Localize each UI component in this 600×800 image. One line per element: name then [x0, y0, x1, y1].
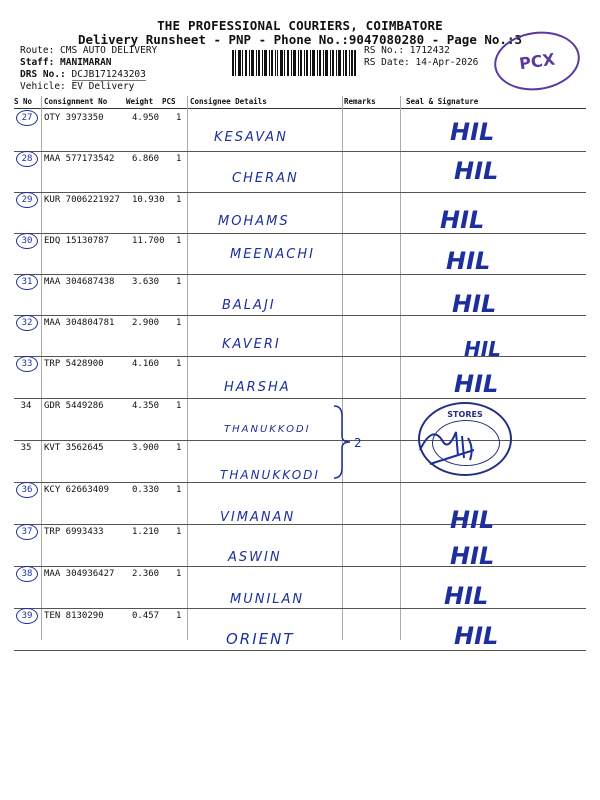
vehicle-label: Vehicle: EV Delivery — [20, 81, 135, 92]
consignee-name: BALAJI — [222, 298, 276, 313]
serial-number: 29 — [16, 192, 38, 208]
serial-number: 37 — [16, 524, 38, 540]
serial-number: 27 — [16, 110, 38, 126]
serial-number: 39 — [16, 608, 38, 624]
signature: HIL — [444, 582, 489, 610]
pcs-value: 1 — [176, 401, 182, 411]
serial-number: 30 — [16, 233, 38, 249]
rs-date: RS Date: 14-Apr-2026 — [364, 57, 479, 68]
company-title: THE PROFESSIONAL COURIERS, COIMBATORE — [157, 18, 443, 33]
weight-value: 2.360 — [132, 569, 160, 579]
signature: HIL — [450, 118, 495, 146]
weight-value: 3.630 — [132, 277, 160, 287]
table-header — [14, 96, 586, 109]
consignee-name: ASWIN — [228, 550, 282, 565]
runsheet-subtitle: Delivery Runsheet - PNP - Phone No.:9047080280 - Page No.:3 — [77, 32, 522, 47]
consignee-name: THANUKKODI — [224, 424, 311, 435]
serial-number: 36 — [16, 482, 38, 498]
weight-value: 4.950 — [132, 113, 160, 123]
weight-value: 0.330 — [132, 485, 160, 495]
consignment-number: TEN 8130290 — [44, 611, 104, 621]
signature: HIL — [446, 247, 491, 275]
weight-value: 4.350 — [132, 401, 160, 411]
table-row — [14, 192, 586, 234]
consignee-name: MOHAMS — [218, 214, 290, 229]
signature: HIL — [450, 542, 495, 570]
serial-number: 28 — [16, 151, 38, 167]
staff-label: Staff: MANIMARAN — [20, 57, 112, 68]
pcs-value: 1 — [176, 527, 182, 537]
pcs-value: 1 — [176, 113, 182, 123]
signature: HIL — [464, 337, 501, 361]
serial-number: 38 — [16, 566, 38, 582]
consignment-number: KUR 7006221927 — [44, 195, 120, 205]
consignment-number: GDR 5449286 — [44, 401, 104, 411]
pcs-value: 1 — [176, 195, 182, 205]
route-label: Route: CMS AUTO DELIVERY — [20, 45, 158, 56]
weight-value: 4.160 — [132, 359, 160, 369]
consignee-name: KAVERI — [222, 337, 281, 352]
rs-number: RS No.: 1712432 — [364, 45, 450, 56]
weight-value: 11.700 — [132, 236, 165, 246]
signature: HIL — [440, 206, 485, 234]
col-consignee: Consignee Details — [190, 97, 267, 106]
weight-value: 2.900 — [132, 318, 160, 328]
weight-value: 10.930 — [132, 195, 165, 205]
consignment-number: KVT 3562645 — [44, 443, 104, 453]
serial-number: 31 — [16, 274, 38, 290]
col-consignment: Consignment No — [44, 97, 108, 106]
col-remarks: Remarks — [344, 97, 376, 106]
signature: HIL — [450, 506, 495, 534]
serial-number: 35 — [20, 443, 32, 453]
consignee-name: CHERAN — [232, 171, 299, 186]
pcx-stamp: PCX — [490, 26, 583, 95]
consignee-name: MEENACHI — [230, 247, 315, 262]
signature: HIL — [454, 157, 499, 185]
drs-label: DRS No.: — [20, 69, 66, 80]
brace-mark — [328, 404, 368, 480]
consignee-name: HARSHA — [224, 380, 291, 395]
consignee-name: ORIENT — [226, 630, 295, 648]
consignment-number: EDQ 15130787 — [44, 236, 110, 246]
col-weight: Weight — [126, 97, 154, 106]
seal-signature — [412, 420, 482, 472]
consignee-name: KESAVAN — [214, 130, 288, 145]
consignment-number: TRP 6993433 — [44, 527, 104, 537]
weight-value: 6.860 — [132, 154, 160, 164]
weight-value: 0.457 — [132, 611, 160, 621]
table-row — [14, 608, 586, 651]
table-row — [14, 315, 586, 361]
consignee-name: MUNILAN — [230, 592, 305, 607]
consignment-number: MAA 304804781 — [44, 318, 115, 328]
brace-note: 2 — [354, 436, 362, 450]
serial-number: 32 — [16, 315, 38, 331]
pcs-value: 1 — [176, 485, 182, 495]
table-row — [14, 356, 586, 399]
consignee-name: VIMANAN — [220, 510, 296, 525]
serial-number: 33 — [16, 356, 38, 372]
table-row — [14, 151, 586, 193]
pcs-value: 1 — [176, 443, 182, 453]
weight-value: 3.900 — [132, 443, 160, 453]
stamp-text: STORES — [447, 410, 483, 419]
consignment-number: MAA 577173542 — [44, 154, 115, 164]
table-row — [14, 274, 586, 316]
drs-value: DCJB171243203 — [71, 69, 146, 80]
pcs-value: 1 — [176, 277, 182, 287]
signature: HIL — [452, 290, 497, 318]
consignment-number: TRP 5428900 — [44, 359, 104, 369]
pcs-value: 1 — [176, 611, 182, 621]
pcs-value: 1 — [176, 236, 182, 246]
table-row — [14, 566, 586, 609]
pcs-value: 1 — [176, 154, 182, 164]
signature: HIL — [454, 370, 499, 398]
signature: HIL — [454, 622, 499, 650]
col-pcs: PCS — [162, 97, 176, 106]
table-row — [14, 233, 586, 275]
drs-number — [20, 69, 146, 80]
pcs-value: 1 — [176, 359, 182, 369]
consignment-number: MAA 304936427 — [44, 569, 115, 579]
pcs-value: 1 — [176, 569, 182, 579]
barcode-image — [232, 50, 356, 76]
consignment-number: OTY 3973350 — [44, 113, 104, 123]
weight-value: 1.210 — [132, 527, 160, 537]
table-row — [14, 110, 586, 152]
consignment-number: KCY 62663409 — [44, 485, 110, 495]
col-seal: Seal & Signature — [406, 97, 479, 106]
consignment-number: MAA 304687438 — [44, 277, 115, 287]
table-row — [14, 524, 586, 570]
consignee-name: THANUKKODI — [220, 468, 320, 482]
serial-number: 34 — [20, 401, 32, 411]
col-sno: S No — [14, 97, 33, 106]
pcs-value: 1 — [176, 318, 182, 328]
